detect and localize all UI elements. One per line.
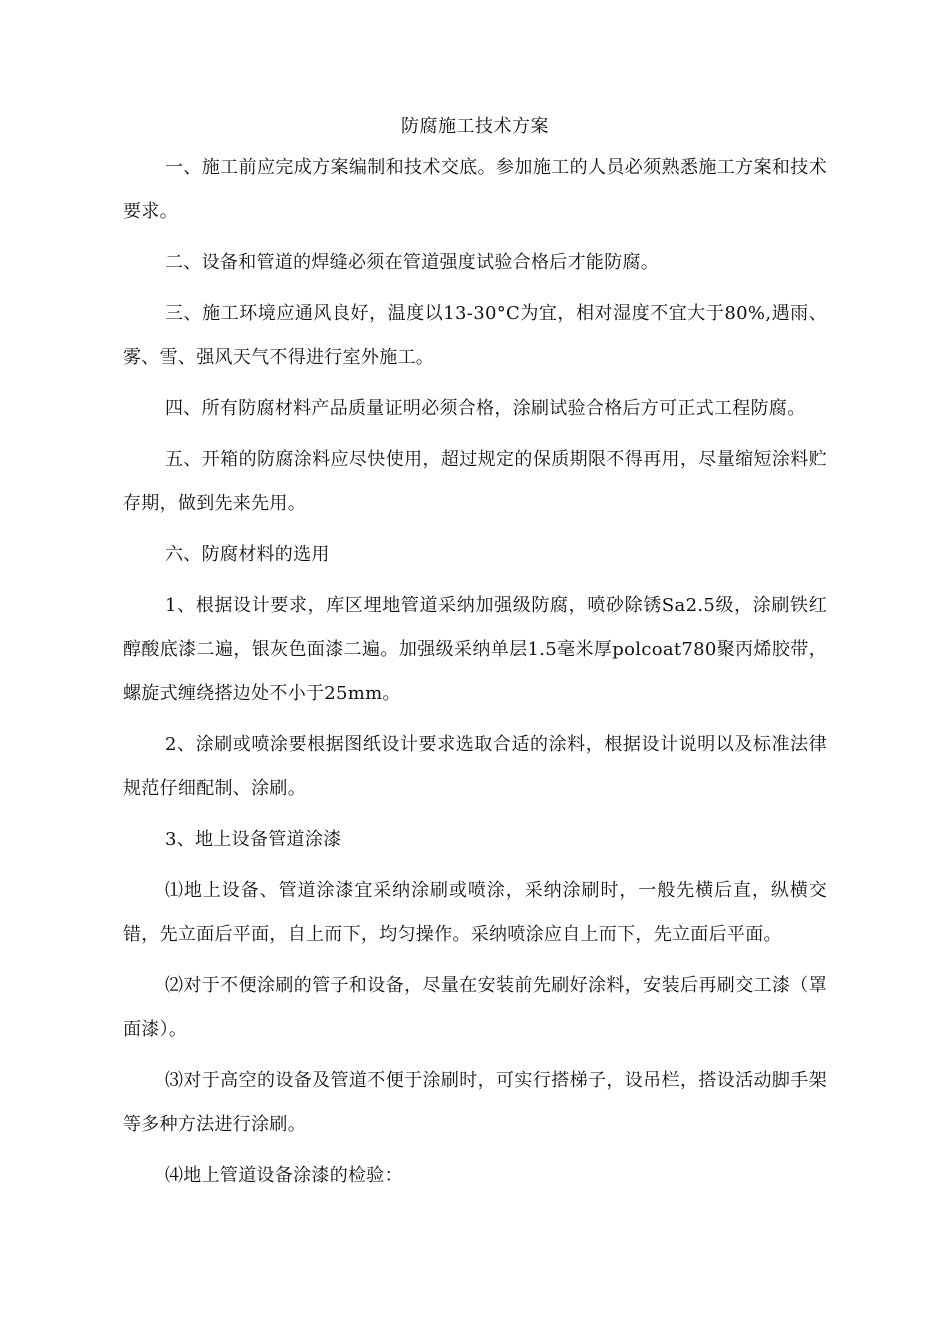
paragraph-13: ⑷地上管道设备涂漆的检验： (165, 1165, 403, 1186)
paragraph-7: 1、根据设计要求，库区埋地管道采纳加强级防腐，喷砂除锈Sa2.5级，涂刷铁红醇酸底漆二遍，银灰色面漆二遍。加强级采纳单层1.5毫米厚polcoat780聚丙烯胶带，螺旋式缠绕搭边处不小于25mm。 (123, 595, 827, 704)
paragraph-10: ⑴地上设备、管道涂漆宜采纳涂刷或喷涂，采纳涂刷时，一般先横后直，纵横交错，先立面后平面，自上而下，均匀操作。采纳喷涂应自上而下，先立面后平面。 (123, 880, 827, 945)
paragraph-12: ⑶对于高空的设备及管道不便于涂刷时，可实行搭梯子，设吊栏，搭设活动脚手架等多种方法进行涂刷。 (123, 1070, 827, 1135)
paragraph-4: 四、所有防腐材料产品质量证明必须合格，涂刷试验合格后方可正式工程防腐。 (165, 398, 806, 419)
paragraph-3: 三、施工环境应通风良好，温度以13-30°C为宜，相对湿度不宜大于80%,遇雨、雾、雪、强风天气不得进行室外施工。 (123, 303, 827, 368)
paragraph-5: 五、开箱的防腐涂料应尽快使用，超过规定的保质期限不得再用，尽量缩短涂料贮存期，做到先来先用。 (123, 449, 827, 514)
document-title: 防腐施工技术方案 (401, 116, 549, 137)
paragraph-6: 六、防腐材料的选用 (165, 544, 330, 565)
paragraph-11: ⑵对于不便涂刷的管子和设备，尽量在安装前先刷好涂料，安装后再刷交工漆（罩面漆）。 (123, 975, 827, 1040)
paragraph-8: 2、涂刷或喷涂要根据图纸设计要求选取合适的涂料，根据设计说明以及标准法律规范仔细配制、涂刷。 (123, 734, 827, 799)
paragraph-9: 3、地上设备管道涂漆 (165, 829, 342, 850)
paragraph-2: 二、设备和管道的焊缝必须在管道强度试验合格后才能防腐。 (165, 252, 660, 273)
paragraph-1: 一、施工前应完成方案编制和技术交底。参加施工的人员必须熟悉施工方案和技术要求。 (123, 157, 827, 222)
document-body (123, 146, 827, 1205)
